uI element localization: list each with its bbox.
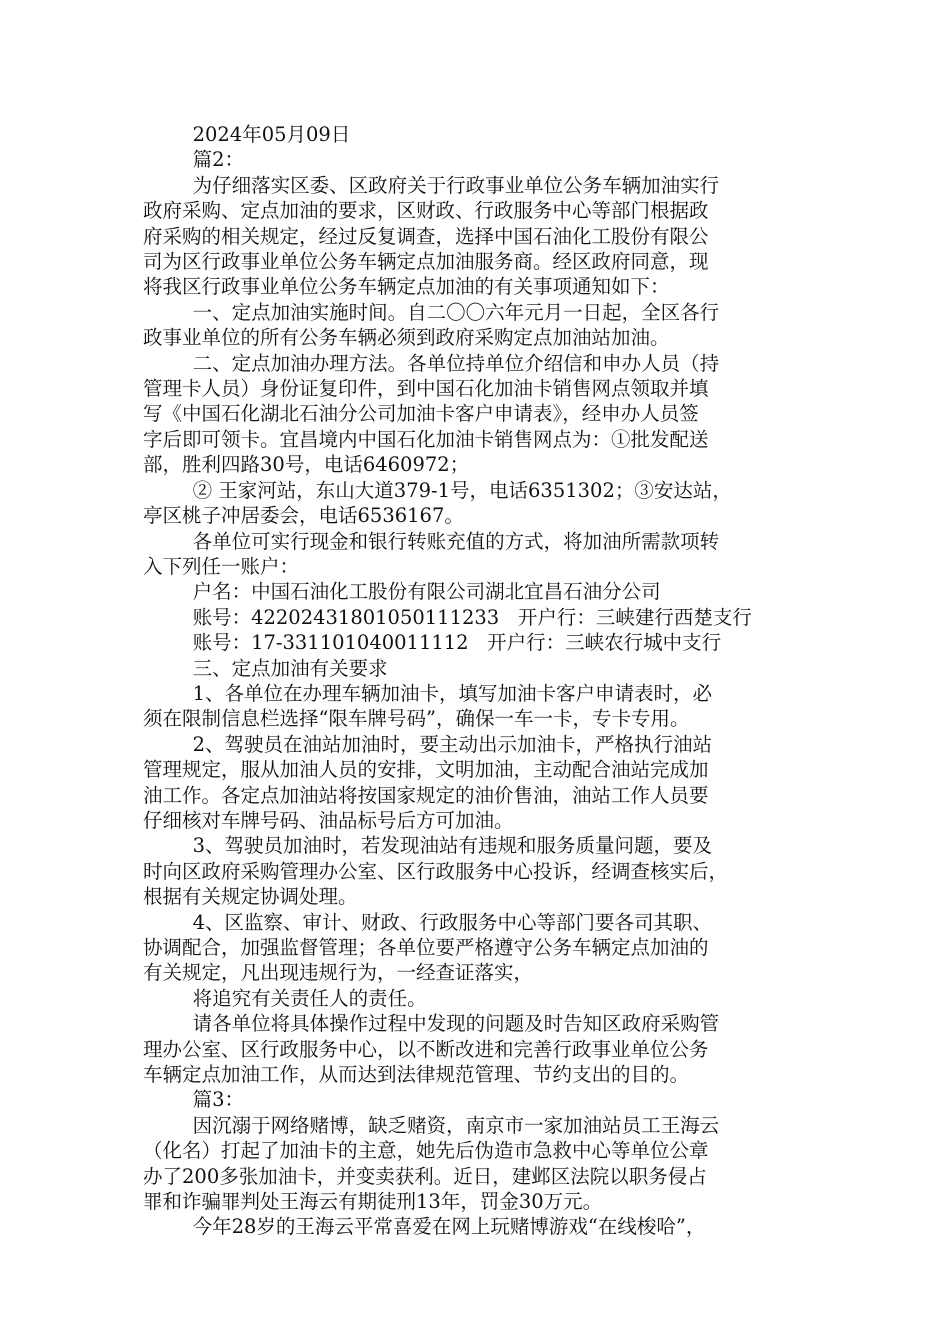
account-number-line: 账号：17-331101040011112 开户行：三峡农行城中支行 <box>143 631 722 655</box>
text-line: 一、定点加油实施时间。自二〇〇六年元月一日起，全区各行 <box>143 300 720 324</box>
text-line: 将我区行政事业单位公务车辆定点加油的有关事项通知如下： <box>143 275 670 299</box>
text-line: 3、驾驶员加油时，若发现油站有违规和服务质量问题，要及 <box>143 834 712 858</box>
date-line: 2024年05月09日 <box>143 123 351 146</box>
document-body <box>143 122 813 1240</box>
text-line: 请各单位将具体操作过程中发现的问题及时告知区政府采购管 <box>143 1012 720 1036</box>
text-line: 4、区监察、审计、财政、行政服务中心等部门要各司其职、 <box>143 910 712 934</box>
text-line: 将追究有关责任人的责任。 <box>143 986 427 1010</box>
text-line: 今年28岁的王海云平常喜爱在网上玩赌博游戏“在线梭哈”， <box>143 1215 706 1239</box>
text-line: 协调配合，加强监督管理；各单位要严格遵守公务车辆定点加油的 <box>143 936 709 959</box>
text-line: 字后即可领卡。宜昌境内中国石化加油卡销售网点为：①批发配送 <box>143 427 709 451</box>
text-line: 入下列任一账户： <box>143 554 300 578</box>
section-heading-3: 篇3： <box>143 1088 244 1112</box>
text-line: 车辆定点加油工作，从而达到法律规范管理、节约支出的目的。 <box>143 1063 690 1087</box>
text-line: 须在限制信息栏选择“限车牌号码”，确保一车一卡，专卡专用。 <box>143 707 690 731</box>
text-line: 有关规定，凡出现违规行为，一经查证落实， <box>143 961 534 985</box>
text-line: 2、驾驶员在油站加油时，要主动出示加油卡，严格执行油站 <box>143 732 712 756</box>
text-line: 油工作。各定点加油站将按国家规定的油价售油，油站工作人员要 <box>143 783 709 807</box>
text-line: 政府采购、定点加油的要求，区财政、行政服务中心等部门根据政 <box>143 199 709 223</box>
text-line: ② 王家河站，东山大道379-1号，电话6351302；③安达站， <box>143 478 732 502</box>
text-line: 部，胜利四路30号，电话6460972； <box>143 453 470 477</box>
text-line: 各单位可实行现金和银行转账充值的方式，将加油所需款项转 <box>143 529 720 553</box>
text-line: 罪和诈骗罪判处王海云有期徒刑13年，罚金30万元。 <box>143 1190 603 1214</box>
account-name-line: 户名：中国石油化工股份有限公司湖北宜昌石油分公司 <box>143 580 661 604</box>
text-line: 写《中国石化湖北石油分公司加油卡客户申请表》，经申办人员签 <box>143 402 699 426</box>
text-line: 因沉溺于网络赌博，缺乏赌资，南京市一家加油站员工王海云 <box>143 1113 720 1137</box>
text-line: 时向区政府采购管理办公室、区行政服务中心投诉，经调查核实后， <box>143 859 729 883</box>
text-line: 司为区行政事业单位公务车辆定点加油服务商。经区政府同意，现 <box>143 250 709 274</box>
text-line: 办了200多张加油卡，并变卖获利。近日，建邺区法院以职务侵占 <box>143 1164 707 1188</box>
text-line: 二、定点加油办理方法。各单位持单位介绍信和申办人员（持 <box>143 351 720 375</box>
text-line: （化名）打起了加油卡的主意，她先后伪造市急救中心等单位公章 <box>143 1139 709 1163</box>
text-line: 1、各单位在办理车辆加油卡，填写加油卡客户申请表时，必 <box>143 681 712 705</box>
text-line: 理办公室、区行政服务中心，以不断改进和完善行政事业单位公务 <box>143 1037 709 1061</box>
text-line: 为仔细落实区委、区政府关于行政事业单位公务车辆加油实行 <box>143 173 720 197</box>
text-line: 根据有关规定协调处理。 <box>143 885 358 909</box>
text-line: 亭区桃子冲居委会，电话6536167。 <box>143 504 464 528</box>
account-number-line: 账号：42202431801050111233 开户行：三峡建行西楚支行 <box>143 605 752 629</box>
subsection-heading: 三、定点加油有关要求 <box>143 656 388 680</box>
text-line: 管理规定，服从加油人员的安排，文明加油，主动配合油站完成加 <box>143 758 709 782</box>
text-line: 府采购的相关规定，经过反复调查，选择中国石油化工股份有限公 <box>143 224 709 248</box>
section-heading-2: 篇2： <box>143 148 244 172</box>
text-line: 管理卡人员）身份证复印件，到中国石化加油卡销售网点领取并填 <box>143 377 709 401</box>
text-line: 仔细核对车牌号码、油品标号后方可加油。 <box>143 808 514 832</box>
text-line: 政事业单位的所有公务车辆必须到政府采购定点加油站加油。 <box>143 326 670 350</box>
